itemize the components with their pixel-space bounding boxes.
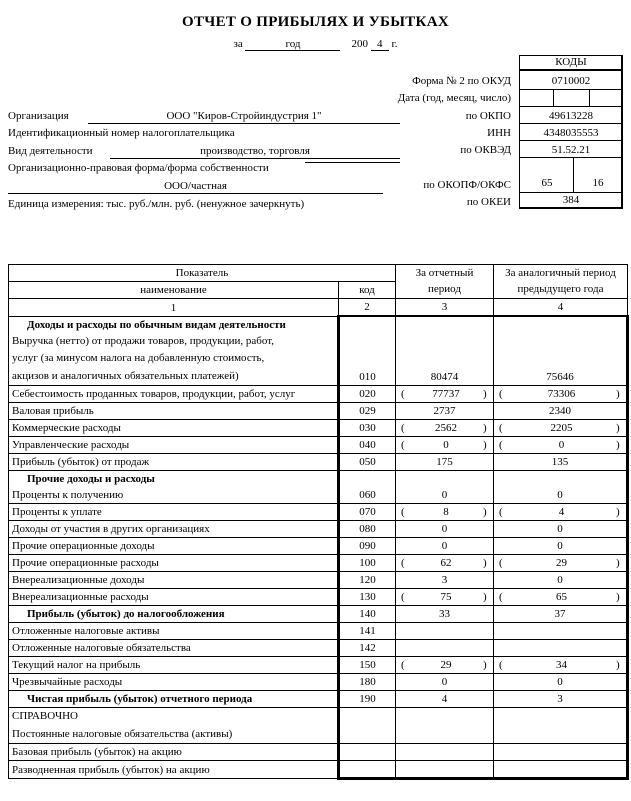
table-row bbox=[9, 420, 628, 437]
row-current-value: 0 bbox=[443, 439, 449, 451]
row-previous-wrap bbox=[499, 589, 624, 605]
close-paren: ) bbox=[616, 557, 620, 569]
row-previous bbox=[494, 744, 628, 761]
row-current-wrap bbox=[401, 657, 491, 673]
row-name: Внереализационные доходы bbox=[9, 572, 339, 589]
row-current: 0 bbox=[396, 538, 494, 555]
date-value-row bbox=[519, 90, 623, 107]
year-field: 4 bbox=[371, 38, 389, 51]
open-paren: ( bbox=[401, 439, 405, 451]
row-name: Базовая прибыль (убыток) на акцию bbox=[9, 744, 339, 761]
report-period bbox=[0, 38, 631, 51]
row-previous bbox=[494, 437, 628, 454]
inn-label: ИНН bbox=[487, 127, 511, 139]
row-previous-value: 2205 bbox=[550, 422, 573, 434]
header-previous bbox=[494, 265, 628, 299]
row-current: 2737 bbox=[396, 403, 494, 420]
row-current bbox=[396, 504, 494, 521]
row-previous bbox=[494, 761, 628, 779]
table-row bbox=[9, 504, 628, 521]
close-paren: ) bbox=[483, 439, 487, 451]
open-paren: ( bbox=[401, 506, 405, 518]
open-paren: ( bbox=[401, 557, 405, 569]
row-code: 080 bbox=[339, 521, 396, 538]
okopf-label: по ОКОПФ/ОКФС bbox=[423, 179, 511, 191]
row-previous-wrap bbox=[499, 437, 624, 453]
year-prefix: 200 bbox=[351, 38, 368, 50]
row-current-wrap bbox=[401, 420, 491, 436]
close-paren: ) bbox=[616, 388, 620, 400]
row-name bbox=[9, 708, 339, 744]
close-paren: ) bbox=[616, 422, 620, 434]
section-title: Прочие доходы и расходы bbox=[9, 471, 339, 488]
okpo-label: по ОКПО bbox=[465, 110, 511, 122]
row-previous: 135 bbox=[494, 454, 628, 471]
table-row bbox=[9, 589, 628, 606]
date-split-2 bbox=[589, 90, 590, 107]
row-name: Внереализационные расходы bbox=[9, 589, 339, 606]
row-current bbox=[396, 420, 494, 437]
row-name-line: акцизов и аналогичных обязательных платежей) bbox=[12, 369, 239, 382]
section-title: Доходы и расходы по обычным видам деятельности bbox=[9, 316, 339, 333]
legal-form-label: Организационно-правовая форма/форма собственности bbox=[8, 162, 269, 174]
row-previous-value: 65 bbox=[556, 591, 567, 603]
okei-value: 384 bbox=[562, 194, 580, 206]
row-name: Доходы от участия в других организациях bbox=[9, 521, 339, 538]
row-previous bbox=[494, 657, 628, 674]
row-name: Текущий налог на прибыль bbox=[9, 657, 339, 674]
close-paren: ) bbox=[616, 659, 620, 671]
row-name: Валовая прибыль bbox=[9, 403, 339, 420]
okved-value: 51.52.21 bbox=[519, 141, 623, 158]
row-previous-value: 4 bbox=[558, 506, 565, 518]
header-col4: 4 bbox=[494, 299, 628, 317]
okved-label: по ОКВЭД bbox=[460, 144, 511, 156]
row-code: 150 bbox=[339, 657, 396, 674]
row-current: 175 bbox=[396, 454, 494, 471]
okpo-value: 49613228 bbox=[519, 107, 623, 124]
row-current: 80474 bbox=[396, 316, 494, 386]
table-row bbox=[9, 454, 628, 471]
close-paren: ) bbox=[483, 388, 487, 400]
report-title: ОТЧЕТ О ПРИБЫЛЯХ И УБЫТКАХ bbox=[181, 14, 449, 30]
row-previous: 3 bbox=[494, 691, 628, 708]
inn-value: 4348035553 bbox=[519, 124, 623, 141]
row-current: 4 bbox=[396, 691, 494, 708]
row-previous-wrap bbox=[499, 504, 624, 520]
unit-label: Единица измерения: тыс. руб./млн. руб. (ненужное зачеркнуть) bbox=[8, 198, 305, 210]
header-col1: 1 bbox=[9, 299, 339, 317]
header-row-1 bbox=[9, 265, 628, 282]
row-current: 0 bbox=[396, 521, 494, 538]
section-row bbox=[9, 316, 628, 333]
open-paren: ( bbox=[499, 439, 503, 451]
close-paren: ) bbox=[616, 439, 620, 451]
row-code: 100 bbox=[339, 555, 396, 572]
row-code: 120 bbox=[339, 572, 396, 589]
row-name: Прочие операционные доходы bbox=[9, 538, 339, 555]
row-current bbox=[396, 657, 494, 674]
row-code: 030 bbox=[339, 420, 396, 437]
row-current-value: 77737 bbox=[432, 388, 460, 400]
row-previous-value: 73306 bbox=[547, 388, 576, 400]
row-previous: 2340 bbox=[494, 403, 628, 420]
open-paren: ( bbox=[401, 388, 405, 400]
row-name-line: Постоянные налоговые обязательства (активы) bbox=[12, 727, 233, 740]
row-code: 010 bbox=[339, 316, 396, 386]
row-code: 130 bbox=[339, 589, 396, 606]
row-current bbox=[396, 589, 494, 606]
row-name: Управленческие расходы bbox=[9, 437, 339, 454]
okud-label: Форма № 2 по ОКУД bbox=[412, 75, 511, 87]
row-code: 020 bbox=[339, 386, 396, 403]
row-previous-value: 34 bbox=[556, 659, 567, 671]
close-paren: ) bbox=[483, 591, 487, 603]
row-previous bbox=[494, 386, 628, 403]
row-current-wrap bbox=[401, 437, 491, 453]
open-paren: ( bbox=[499, 388, 503, 400]
row-code: 090 bbox=[339, 538, 396, 555]
row-name-line: услуг (за минусом налога на добавленную стоимость, bbox=[12, 352, 265, 364]
header-col2: 2 bbox=[339, 299, 396, 317]
org-value: ООО "Киров-Стройиндустрия 1" bbox=[88, 110, 400, 124]
row-previous-wrap bbox=[499, 657, 624, 673]
header-row-3 bbox=[9, 299, 628, 317]
row-name: Себестоимость проданных товаров, продукции, работ, услуг bbox=[9, 386, 339, 403]
okei-label: по ОКЕИ bbox=[466, 196, 511, 208]
table-row bbox=[9, 521, 628, 538]
row-code: 040 bbox=[339, 437, 396, 454]
close-paren: ) bbox=[483, 557, 487, 569]
row-name: Чистая прибыль (убыток) отчетного периода bbox=[9, 691, 339, 708]
row-previous bbox=[494, 555, 628, 572]
row-current bbox=[396, 555, 494, 572]
row-name: Отложенные налоговые активы bbox=[9, 623, 339, 640]
close-paren: ) bbox=[483, 422, 487, 434]
row-previous bbox=[494, 504, 628, 521]
row-name: Чрезвычайные расходы bbox=[9, 674, 339, 691]
open-paren: ( bbox=[499, 591, 503, 603]
row-name: Коммерческие расходы bbox=[9, 420, 339, 437]
row-current bbox=[396, 761, 494, 779]
row-name: Прибыль (убыток) до налогообложения bbox=[9, 606, 339, 623]
row-current bbox=[396, 437, 494, 454]
close-paren: ) bbox=[616, 591, 620, 603]
row-current-value: 62 bbox=[440, 557, 452, 569]
row-current-value: 8 bbox=[443, 506, 449, 518]
row-code: 140 bbox=[339, 606, 396, 623]
row-current bbox=[396, 386, 494, 403]
year-suffix: г. bbox=[391, 38, 398, 50]
header-previous-line1: За аналогичный период bbox=[505, 267, 616, 279]
date-split-1 bbox=[553, 90, 554, 107]
activity-label: Вид деятельности bbox=[8, 145, 93, 157]
header-current-line2: период bbox=[428, 283, 461, 295]
row-name: Прибыль (убыток) от продаж bbox=[9, 454, 339, 471]
row-current bbox=[396, 708, 494, 744]
row-previous: 0 bbox=[494, 471, 628, 504]
okud-value: 0710002 bbox=[519, 73, 623, 90]
row-previous-value: 0 bbox=[558, 439, 565, 451]
table-row bbox=[9, 403, 628, 420]
open-paren: ( bbox=[499, 557, 503, 569]
legal-form-value: ООО/частная bbox=[8, 180, 383, 194]
row-previous: 75646 bbox=[494, 316, 628, 386]
row-previous bbox=[494, 623, 628, 640]
close-paren: ) bbox=[483, 506, 487, 518]
date-label: Дата (год, месяц, число) bbox=[397, 92, 511, 104]
header-indicator: Показатель bbox=[9, 265, 396, 282]
row-code: 190 bbox=[339, 691, 396, 708]
row-current bbox=[396, 623, 494, 640]
row-current-wrap bbox=[401, 386, 491, 402]
row-name bbox=[9, 333, 339, 386]
table-row bbox=[9, 437, 628, 454]
income-statement-table bbox=[8, 264, 629, 780]
row-name: Проценты к получению bbox=[9, 487, 339, 504]
okfs-value: 16 bbox=[592, 177, 604, 189]
open-paren: ( bbox=[401, 591, 405, 603]
activity-value: производство, торговля bbox=[110, 145, 400, 159]
row-current-wrap bbox=[401, 589, 491, 605]
row-previous bbox=[494, 708, 628, 744]
row-code bbox=[339, 761, 396, 779]
table-row bbox=[9, 555, 628, 572]
codes-title: КОДЫ bbox=[519, 55, 623, 71]
okopf-value: 65 bbox=[541, 177, 553, 189]
row-previous: 0 bbox=[494, 521, 628, 538]
table-row bbox=[9, 657, 628, 674]
table-row bbox=[9, 606, 628, 623]
row-previous: 0 bbox=[494, 572, 628, 589]
header-name: наименование bbox=[9, 282, 339, 299]
table-row bbox=[9, 761, 628, 779]
header-previous-line2: предыдущего года bbox=[517, 283, 604, 295]
table-row bbox=[9, 623, 628, 640]
legal-form-line bbox=[305, 162, 400, 163]
header-current bbox=[396, 265, 494, 299]
close-paren: ) bbox=[616, 506, 620, 518]
row-current-wrap bbox=[401, 555, 491, 571]
open-paren: ( bbox=[401, 422, 405, 434]
table-row bbox=[9, 744, 628, 761]
table-row bbox=[9, 572, 628, 589]
row-name: Прочие операционные расходы bbox=[9, 555, 339, 572]
period-field: год bbox=[245, 38, 340, 51]
row-name: Отложенные налоговые обязательства bbox=[9, 640, 339, 657]
header-col3: 3 bbox=[396, 299, 494, 317]
row-previous: 0 bbox=[494, 538, 628, 555]
row-current: 0 bbox=[396, 674, 494, 691]
table-row bbox=[9, 386, 628, 403]
row-current: 3 bbox=[396, 572, 494, 589]
table-row bbox=[9, 538, 628, 555]
row-code: 070 bbox=[339, 504, 396, 521]
header-current-line1: За отчетный bbox=[415, 267, 474, 279]
table-row bbox=[9, 708, 628, 744]
row-code: 060 bbox=[339, 471, 396, 504]
row-code: 180 bbox=[339, 674, 396, 691]
row-current-value: 75 bbox=[440, 591, 452, 603]
row-code bbox=[339, 708, 396, 744]
row-code: 142 bbox=[339, 640, 396, 657]
row-previous-wrap bbox=[499, 420, 624, 436]
row-current-value: 2562 bbox=[435, 422, 457, 434]
row-previous: 0 bbox=[494, 674, 628, 691]
period-prefix: за bbox=[233, 38, 243, 50]
row-previous-value: 29 bbox=[556, 557, 567, 569]
row-previous-wrap bbox=[499, 555, 624, 571]
table-row bbox=[9, 674, 628, 691]
org-label: Организация bbox=[8, 110, 69, 122]
row-previous bbox=[494, 640, 628, 657]
row-previous bbox=[494, 589, 628, 606]
row-current bbox=[396, 640, 494, 657]
row-current-wrap bbox=[401, 504, 491, 520]
open-paren: ( bbox=[499, 506, 503, 518]
table-row bbox=[9, 640, 628, 657]
section-row bbox=[9, 471, 628, 488]
header-code: код bbox=[339, 282, 396, 299]
row-previous-wrap bbox=[499, 386, 624, 402]
open-paren: ( bbox=[499, 422, 503, 434]
table-row bbox=[9, 691, 628, 708]
row-name: Проценты к уплате bbox=[9, 504, 339, 521]
row-name-line: СПРАВОЧНО bbox=[12, 710, 78, 722]
row-code: 050 bbox=[339, 454, 396, 471]
row-current: 0 bbox=[396, 471, 494, 504]
row-code: 141 bbox=[339, 623, 396, 640]
open-paren: ( bbox=[499, 659, 503, 671]
row-previous bbox=[494, 420, 628, 437]
close-paren: ) bbox=[483, 659, 487, 671]
row-name-line: Выручка (нетто) от продажи товаров, продукции, работ, bbox=[12, 334, 274, 347]
row-current bbox=[396, 744, 494, 761]
row-current: 33 bbox=[396, 606, 494, 623]
row-name: Разводненная прибыль (убыток) на акцию bbox=[9, 761, 339, 779]
row-code: 029 bbox=[339, 403, 396, 420]
row-code bbox=[339, 744, 396, 761]
row-current-value: 29 bbox=[440, 659, 452, 671]
row-previous: 37 bbox=[494, 606, 628, 623]
open-paren: ( bbox=[401, 659, 405, 671]
inn-full-label: Идентификационный номер налогоплательщика bbox=[8, 127, 235, 139]
